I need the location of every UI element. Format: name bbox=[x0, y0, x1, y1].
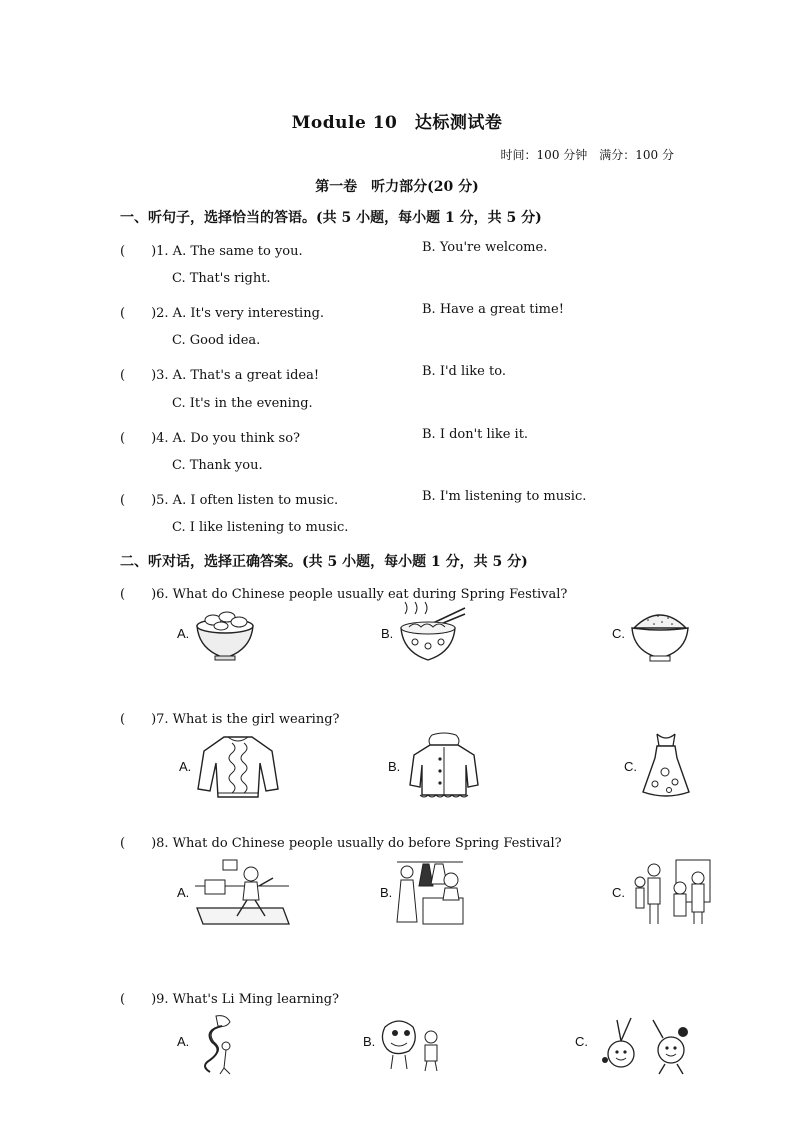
section-2-heading: 二、听对话，选择正确答案。(共 5 小题，每小题 1 分，共 5 分) bbox=[120, 554, 528, 570]
q5-stem: ( )5. A. I often listen to music. bbox=[120, 493, 339, 508]
page-title: Module 10 达标测试卷 bbox=[291, 113, 503, 133]
shopping-clothes-image bbox=[393, 858, 467, 928]
q9-option-b-label: B. bbox=[363, 1034, 376, 1049]
q6-option-a-label: A. bbox=[177, 626, 190, 641]
q7-option-c-label: C. bbox=[624, 759, 637, 774]
q2-option-b: B. Have a great time! bbox=[422, 302, 564, 317]
q2-option-c: C. Good idea. bbox=[172, 333, 261, 348]
q5-option-b: B. I'm listening to music. bbox=[422, 489, 587, 504]
q3-option-c: C. It's in the evening. bbox=[172, 396, 313, 411]
q1-option-b: B. You're welcome. bbox=[422, 240, 548, 255]
rice-bowl-image bbox=[628, 606, 692, 664]
q8-stem: ( )8. What do Chinese people usually do before Spring Festival? bbox=[120, 836, 562, 851]
q2-stem: ( )2. A. It's very interesting. bbox=[120, 306, 325, 321]
q7-option-b-label: B. bbox=[388, 759, 401, 774]
lion-dance-image bbox=[379, 1015, 445, 1073]
padded-coat-image bbox=[408, 731, 480, 803]
noodles-bowl-image bbox=[395, 600, 467, 666]
visiting-family-image bbox=[632, 858, 716, 928]
q6-option-b-label: B. bbox=[381, 626, 394, 641]
dumplings-bowl-image bbox=[193, 606, 257, 662]
q4-option-b: B. I don't like it. bbox=[422, 427, 529, 442]
kids-tumbling-image bbox=[601, 1010, 693, 1076]
q8-option-b-label: B. bbox=[380, 885, 393, 900]
q5-option-c: C. I like listening to music. bbox=[172, 520, 349, 535]
q3-option-b: B. I'd like to. bbox=[422, 364, 506, 379]
q9-option-c-label: C. bbox=[575, 1034, 588, 1049]
q4-option-c: C. Thank you. bbox=[172, 458, 263, 473]
q6-stem: ( )6. What do Chinese people usually eat during Spring Festival? bbox=[120, 587, 568, 602]
q8-option-c-label: C. bbox=[612, 885, 625, 900]
dress-image bbox=[641, 732, 691, 800]
section-1-heading: 一、听句子，选择恰当的答语。(共 5 小题，每小题 1 分，共 5 分) bbox=[120, 210, 542, 226]
q8-option-a-label: A. bbox=[177, 885, 190, 900]
q9-option-a-label: A. bbox=[177, 1034, 190, 1049]
cleaning-house-image bbox=[193, 856, 293, 928]
q6-option-c-label: C. bbox=[612, 626, 625, 641]
sweater-image bbox=[196, 733, 280, 801]
q4-stem: ( )4. A. Do you think so? bbox=[120, 431, 300, 446]
q7-stem: ( )7. What is the girl wearing? bbox=[120, 712, 340, 727]
part-title: 第一卷 听力部分(20 分) bbox=[315, 179, 479, 195]
dragon-dance-image bbox=[196, 1012, 242, 1076]
q1-stem: ( )1. A. The same to you. bbox=[120, 244, 303, 259]
q7-option-a-label: A. bbox=[179, 759, 192, 774]
q3-stem: ( )3. A. That's a great idea! bbox=[120, 368, 320, 383]
exam-meta: 时间：100 分钟 满分：100 分 bbox=[500, 148, 674, 162]
q9-stem: ( )9. What's Li Ming learning? bbox=[120, 992, 339, 1007]
q1-option-c: C. That's right. bbox=[172, 271, 271, 286]
